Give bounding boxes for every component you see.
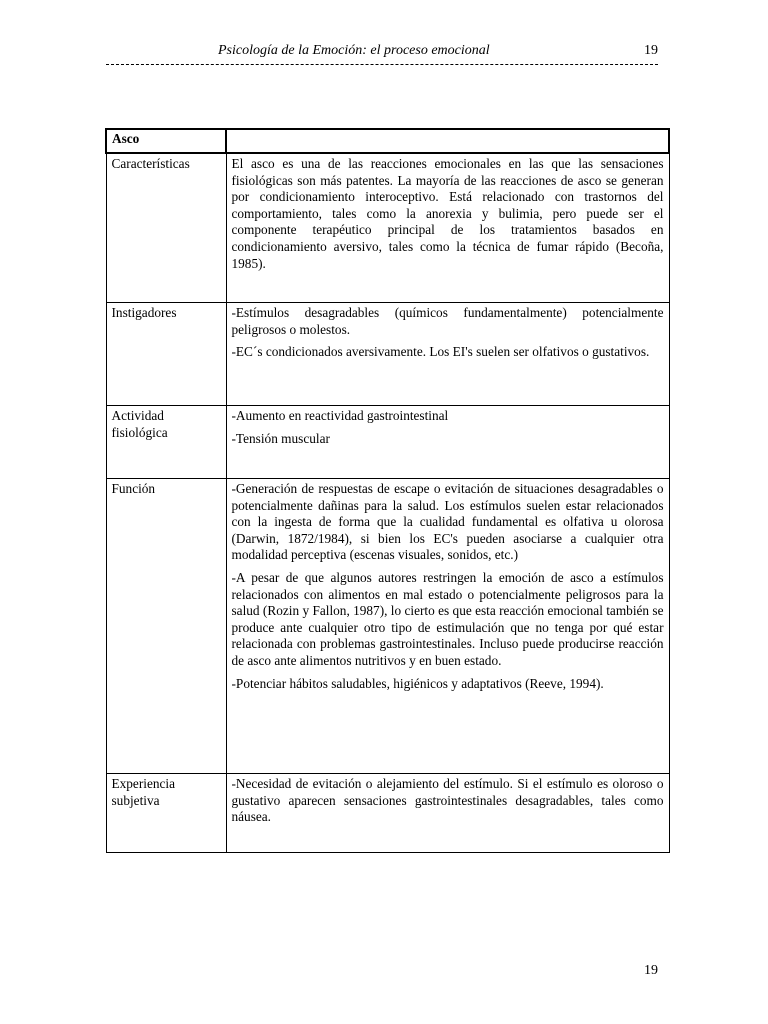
header-title: Psicología de la Emoción: el proceso emocional bbox=[218, 43, 490, 58]
header-page-number: 19 bbox=[644, 43, 658, 58]
row-paragraph: -Necesidad de evitación o alejamiento del estímulo. Si el estímulo es oloroso o gustativo aparecen sensaciones gastrointestinales desagradables, tales como náusea. bbox=[231, 776, 664, 825]
row-paragraph: -A pesar de que algunos autores restringen la emoción de asco a estímulos relacionados con alimentos en mal estado o potencialmente peligrosos para la salud (Rozin y Fallon, 1987), lo cierto es que esta reacción emocional también se produce ante cualquier otro tipo de estimulación que no tenga por qué estar relacionada con problemas gastrointestinales. Incluso puede producirse reacción de asco ante alimentos nutritivos y en buen estado. bbox=[231, 569, 664, 668]
row-paragraph: -Potenciar hábitos saludables, higiénicos y adaptativos (Reeve, 1994). bbox=[231, 675, 604, 691]
row-label: Actividad fisiológica bbox=[106, 406, 226, 479]
row-content bbox=[226, 774, 669, 853]
row-label: Función bbox=[106, 479, 226, 774]
row-paragraph: -Tensión muscular bbox=[231, 430, 330, 446]
row-content bbox=[226, 406, 669, 479]
table-row bbox=[106, 774, 669, 853]
table-row bbox=[106, 303, 669, 406]
table-heading-row bbox=[106, 129, 669, 153]
row-label: Instigadores bbox=[106, 303, 226, 406]
table-heading-empty bbox=[226, 129, 669, 153]
table-row bbox=[106, 153, 669, 303]
footer-page-number: 19 bbox=[644, 963, 658, 978]
emotion-table bbox=[105, 128, 670, 853]
row-label: Experiencia subjetiva bbox=[106, 774, 226, 853]
table-row bbox=[106, 479, 669, 774]
table-heading: Asco bbox=[106, 129, 226, 153]
table-row bbox=[106, 406, 669, 479]
row-paragraph: -Aumento en reactividad gastrointestinal bbox=[231, 408, 449, 423]
running-header bbox=[106, 43, 658, 63]
row-paragraph: -EC´s condicionados aversivamente. Los EI's suelen ser olfativos o gustativos. bbox=[231, 344, 650, 360]
row-content bbox=[226, 303, 669, 406]
row-label: Características bbox=[106, 153, 226, 303]
row-content bbox=[226, 479, 669, 774]
row-paragraph: -Generación de respuestas de escape o evitación de situaciones desagradables o potencialmente dañinas para la salud. Los estímulos suelen estar relacionados con la ingesta de forma que la cualidad fundamental es olfativa u olorosa (Darwin, 1872/1984), si bien los EC's pueden asociarse a cualquier otra modalidad perceptiva (escenas visuales, sonidos, etc.) bbox=[231, 481, 664, 563]
row-paragraph: -Estímulos desagradables (químicos fundamentalmente) potencialmente peligrosos o molestos. bbox=[231, 305, 664, 337]
row-content bbox=[226, 153, 669, 303]
header-dashed-rule bbox=[106, 64, 658, 65]
row-paragraph: El asco es una de las reacciones emocionales en las que las sensaciones fisiológicas son más patentes. La mayoría de las reacciones de asco se generan por condicionamiento interoceptivo. Está relacionado con trastornos del comportamiento, tales como la anorexia y bulimia, pero puede ser el componente terapéutico principal de los tratamientos basados en condicionamiento aversivo, tales como la técnica de fumar rápido (Becoña, 1985). bbox=[231, 156, 664, 271]
